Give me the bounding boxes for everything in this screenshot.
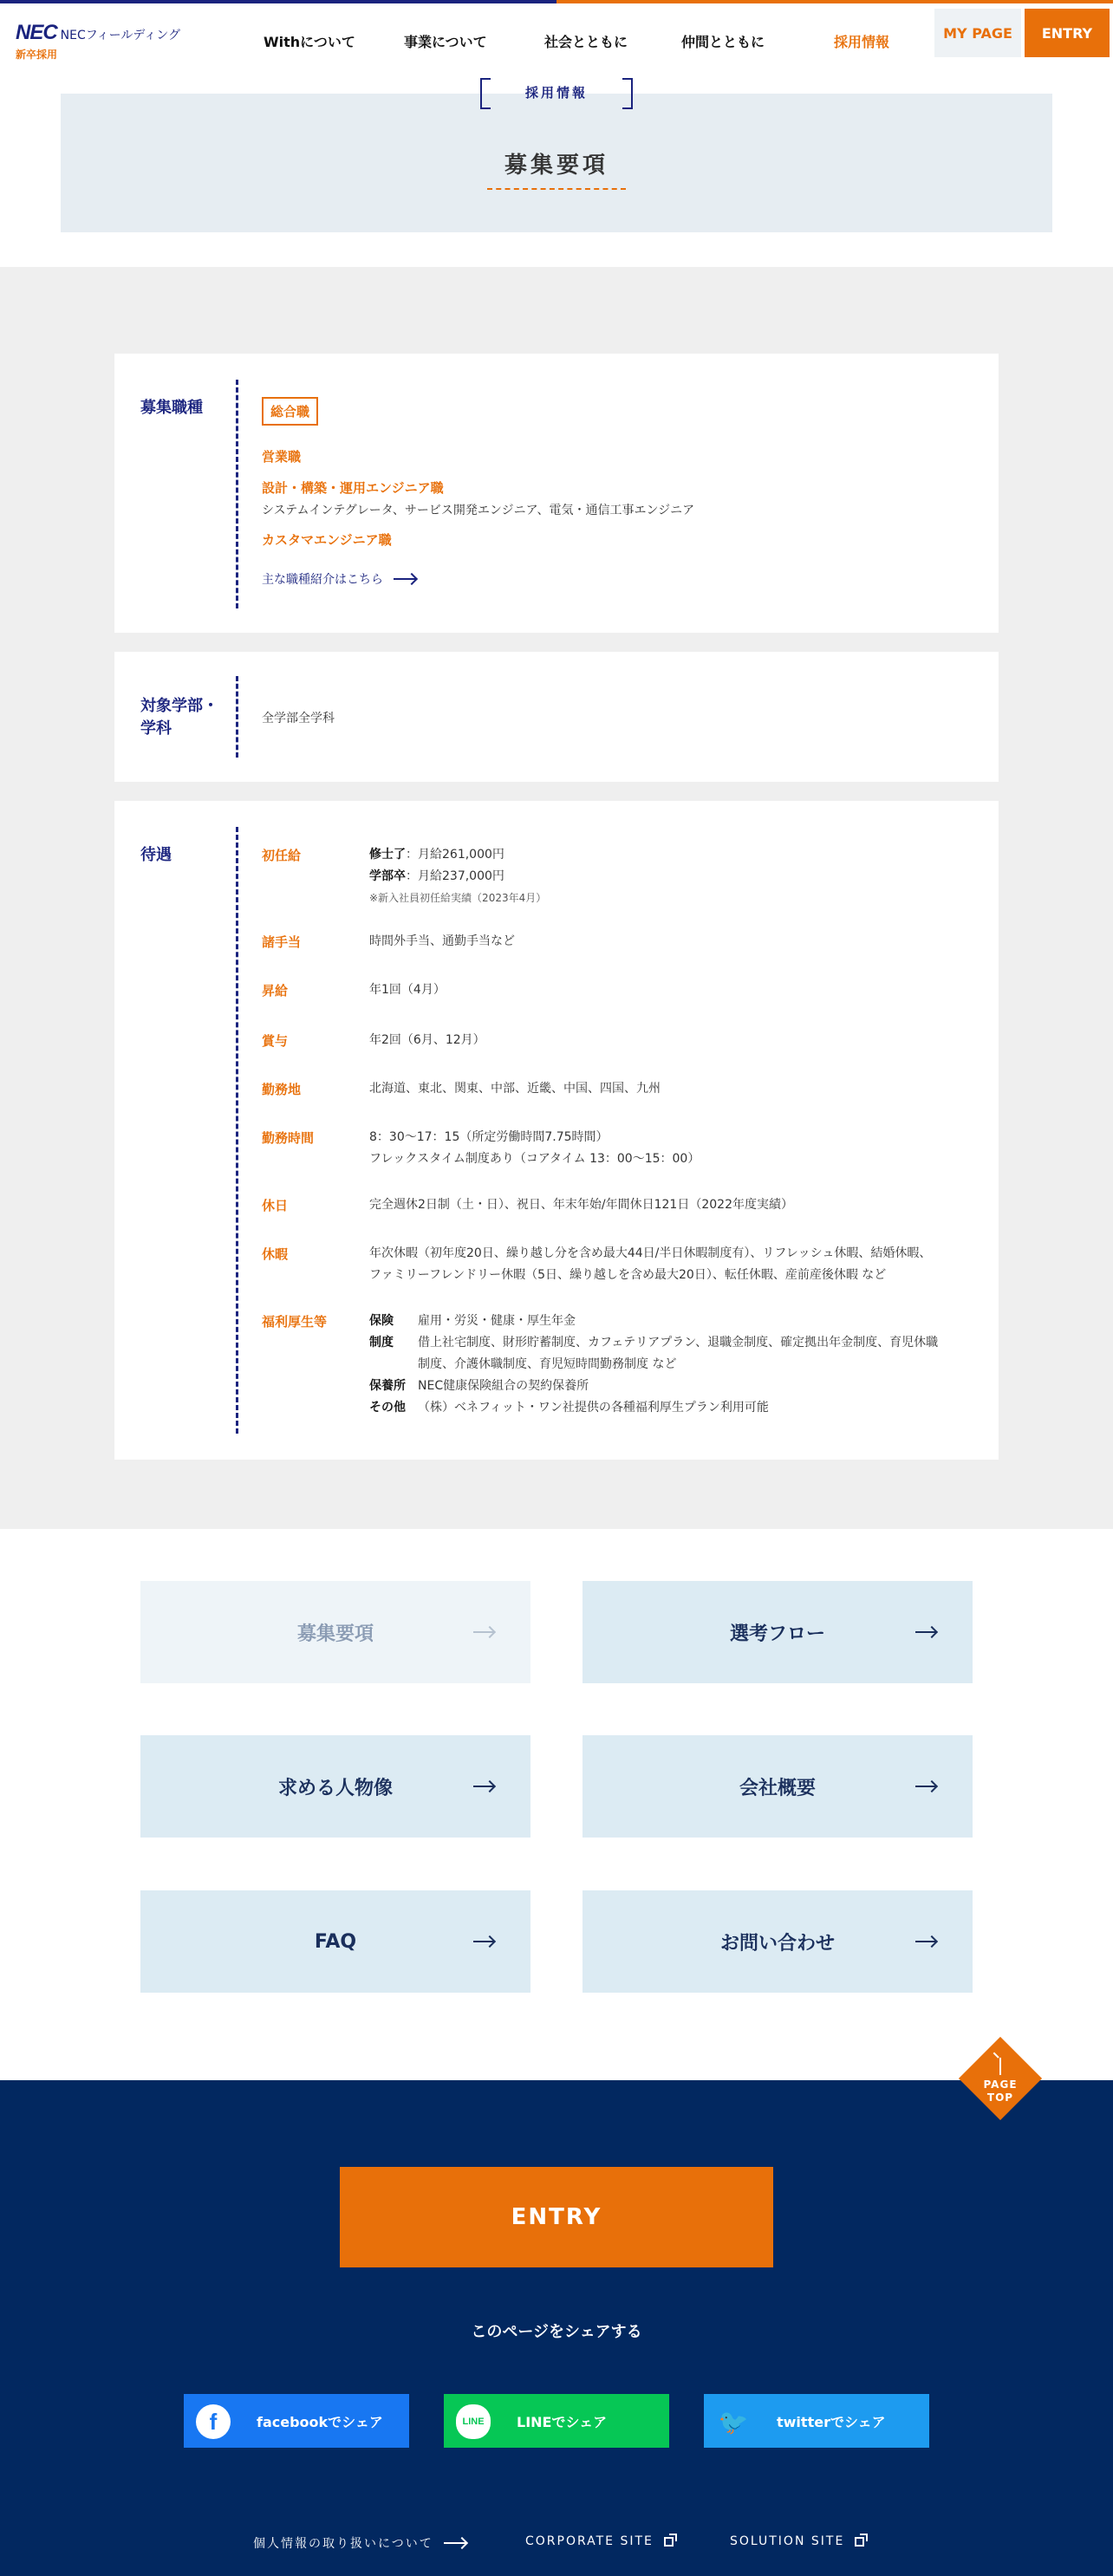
external-link-icon [855, 2537, 864, 2547]
arrow-right-icon [473, 1941, 494, 1942]
logo-company: NECフィールディング [60, 29, 180, 42]
benefit-key-insurance: 保険 [369, 1314, 394, 1328]
arrow-right-icon [394, 578, 416, 580]
facebook-icon: f [196, 2404, 231, 2439]
benefit-value-system-line1: 借上社宅制度、財形貯蓄制度、カフェテリアプラン、退職金制度、確定拠出年金制度、育児休職 [418, 1336, 939, 1350]
job-intro-link[interactable] [262, 570, 416, 588]
job-item-engineer: 設計・構築・運用エンジニア職 [262, 480, 444, 496]
hours-value [369, 1127, 976, 1170]
holiday-value: 完全週休2日制（土・日）、祝日、年末年始/年間休日121日（2022年度実績） [369, 1198, 793, 1212]
benefits-label: 福利厚生等 [262, 1314, 328, 1330]
link-button-ideal-candidate[interactable] [140, 1735, 530, 1838]
page-top-label [959, 2078, 1042, 2104]
eligibility-heading [140, 695, 218, 740]
arrow-right-icon [444, 2542, 466, 2544]
leave-line2: ファミリーフレンドリー休暇（5日、繰り越しを含め最大20日）、転任休暇、産前産後休暇 など [369, 1268, 887, 1282]
positions-heading: 募集職種 [140, 399, 203, 417]
salary-master-key: 修士了 [369, 848, 406, 862]
positions-card [114, 354, 999, 633]
eligibility-value: 全学部全学科 [262, 712, 335, 725]
eligibility-heading-line2: 学科 [140, 719, 172, 738]
raise-value: 年1回（4月） [369, 983, 446, 997]
privacy-link-label: 個人情報の取り扱いについて [253, 2537, 433, 2551]
salary-bachelor-key: 学部卒 [369, 869, 406, 883]
arrow-right-icon [473, 1786, 494, 1787]
nav-item-recruit[interactable]: 採用情報 [834, 34, 890, 50]
site-header [0, 3, 1113, 75]
benefits-value [369, 1311, 976, 1419]
link-button-faq[interactable] [140, 1890, 530, 1993]
holiday-label: 休日 [262, 1198, 289, 1213]
leave-line1: 年次休暇（初年度20日、繰り越し分を含め最大44日/半日休暇制度有）、リフレッシュ休暇、結婚休暇、 [369, 1246, 932, 1260]
card-divider [236, 827, 238, 1434]
page-top-label-line2: TOP [986, 2091, 1014, 2104]
bonus-value: 年2回（6月、12月） [369, 1033, 485, 1047]
location-label: 勤務地 [262, 1082, 302, 1097]
facebook-share-label: facebookでシェア [257, 2413, 383, 2430]
hours-line2: フレックスタイム制度あり（コアタイム 13：00〜15：00） [369, 1152, 700, 1166]
page-category-tag: 採用情報 [480, 78, 633, 106]
arrow-right-icon [915, 1941, 936, 1942]
arrow-right-icon [915, 1631, 936, 1633]
benefit-value-system-line2: 制度、介護休職制度、育児短時間勤務制度 など [418, 1357, 677, 1371]
leave-label: 休暇 [262, 1246, 289, 1262]
logo-subtitle: 新卒採用 [16, 49, 58, 61]
nav-item-colleagues[interactable]: 仲間とともに [681, 34, 765, 50]
site-logo[interactable] [16, 21, 180, 62]
twitter-icon: 🐦 [718, 2407, 749, 2436]
treatment-card [114, 801, 999, 1460]
page-top-label-line1: PAGE [983, 2078, 1018, 2091]
salary-master-value: ：月給261,000円 [406, 848, 504, 862]
benefit-value-insurance: 雇用・労災・健康・厚生年金 [418, 1314, 576, 1328]
job-item-customer-engineer: カスタマエンジニア職 [262, 532, 392, 548]
arrow-up-icon [999, 2058, 1001, 2075]
hours-label: 勤務時間 [262, 1130, 315, 1146]
job-item-engineer-desc: システムインテグレータ、サービス開発エンジニア、電気・通信工事エンジニア [262, 504, 695, 517]
location-value: 北海道、東北、関東、中部、近畿、中国、四国、九州 [369, 1082, 661, 1096]
page-top-button[interactable] [959, 2037, 1042, 2120]
salary-note: ※新入社員初任給実績（2023年4月） [369, 892, 547, 904]
arrow-right-icon [473, 1631, 494, 1633]
card-divider [236, 380, 238, 608]
salary-label: 初任給 [262, 848, 302, 863]
link-button-selection-flow[interactable] [583, 1581, 973, 1683]
link-button-company-profile-label: 会社概要 [739, 1777, 816, 1799]
allowance-label: 諸手当 [262, 934, 302, 950]
link-button-ideal-candidate-label: 求める人物像 [277, 1777, 393, 1799]
link-button-contact-label: お問い合わせ [719, 1932, 835, 1955]
nav-item-society[interactable]: 社会とともに [544, 34, 628, 50]
mypage-button[interactable]: MY PAGE [934, 9, 1021, 57]
twitter-share-label: twitterでシェア [777, 2413, 886, 2430]
privacy-link[interactable] [253, 2534, 466, 2552]
salary-value [369, 844, 976, 909]
benefit-value-other: （株）ベネフィット・ワン社提供の各種福利厚生プラン利用可能 [418, 1401, 769, 1415]
hours-line1: 8：30〜17：15（所定労働時間7.75時間） [369, 1130, 609, 1144]
logo-brand: NEC [16, 21, 57, 44]
benefit-value-resort: NEC健康保険組合の契約保養所 [418, 1379, 589, 1393]
job-item-sales: 営業職 [262, 449, 302, 465]
facebook-share-button[interactable] [184, 2394, 409, 2448]
benefit-key-resort: 保養所 [369, 1379, 406, 1393]
entry-button-header[interactable]: ENTRY [1025, 9, 1110, 57]
treatment-heading: 待遇 [140, 846, 172, 864]
eligibility-card [114, 652, 999, 782]
nav-item-business[interactable]: 事業について [404, 34, 487, 50]
corporate-site-label: CORPORATE SITE [525, 2534, 654, 2548]
eligibility-heading-line1: 対象学部・ [140, 697, 218, 715]
arrow-right-icon [915, 1786, 936, 1787]
job-category-badge: 総合職 [262, 397, 318, 426]
solution-site-label: SOLUTION SITE [730, 2534, 845, 2548]
link-button-faq-label: FAQ [314, 1930, 357, 1953]
raise-label: 昇給 [262, 983, 289, 999]
link-button-company-profile[interactable] [583, 1735, 973, 1838]
nav-item-with[interactable]: Withについて [264, 34, 355, 50]
solution-site-link[interactable] [730, 2534, 864, 2548]
twitter-share-button[interactable] [704, 2394, 929, 2448]
benefit-key-other: その他 [369, 1401, 406, 1415]
link-button-requirements-label: 募集要項 [296, 1623, 374, 1645]
link-button-contact[interactable] [583, 1890, 973, 1993]
leave-value [369, 1243, 976, 1286]
line-share-button[interactable] [444, 2394, 669, 2448]
link-button-selection-flow-label: 選考フロー [729, 1623, 825, 1645]
line-share-label: LINEでシェア [517, 2413, 608, 2430]
external-link-icon [664, 2537, 674, 2547]
line-icon: LINE [456, 2404, 491, 2439]
allowance-value: 時間外手当、通勤手当など [369, 934, 515, 948]
corporate-site-link[interactable] [525, 2534, 674, 2548]
job-intro-link-label: 主な職種紹介はこちら [262, 573, 383, 587]
card-divider [236, 676, 238, 758]
bonus-label: 賞与 [262, 1033, 289, 1049]
share-title: このページをシェアする [471, 2323, 642, 2341]
benefit-key-system: 制度 [369, 1336, 394, 1350]
entry-button-footer[interactable]: ENTRY [340, 2167, 773, 2267]
page-title: 募集要項 [487, 147, 626, 190]
link-button-requirements[interactable] [140, 1581, 530, 1683]
salary-bachelor-value: ：月給237,000円 [406, 869, 504, 883]
